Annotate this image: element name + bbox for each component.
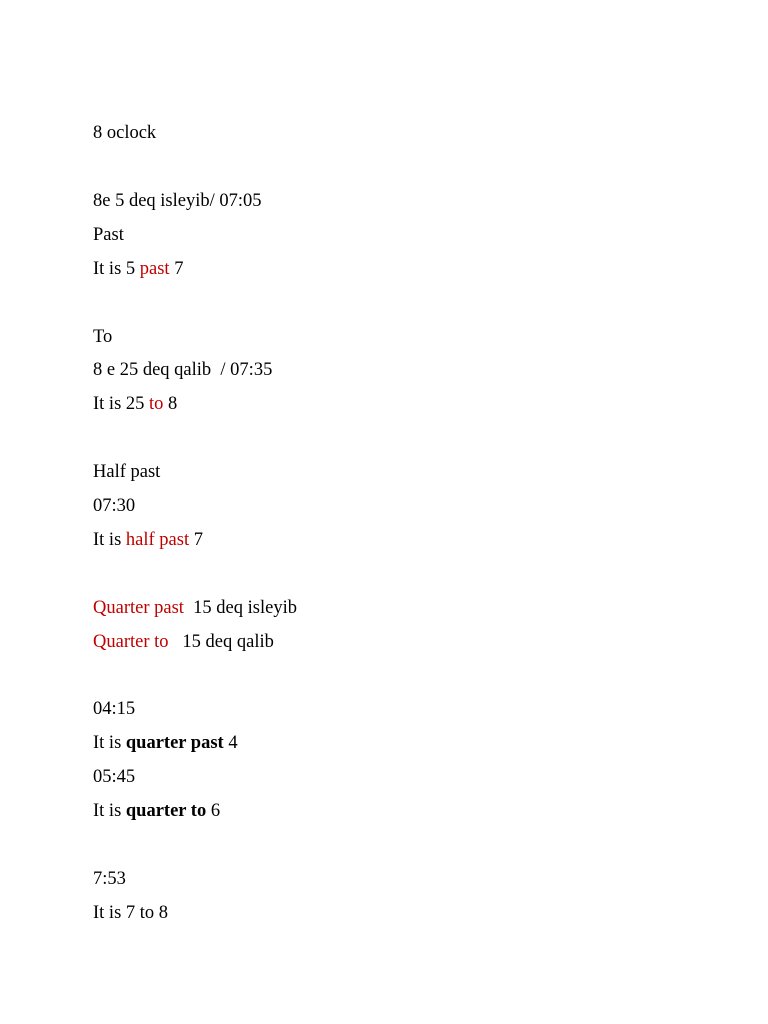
bold-quarter-to: quarter to: [125, 801, 207, 821]
text: It is: [93, 733, 126, 753]
text: 07:30: [93, 496, 136, 516]
text: 04:15: [93, 699, 136, 719]
heading-past: [93, 224, 124, 246]
highlight-past: past: [139, 259, 170, 279]
example-quarter-past: [93, 732, 238, 754]
text: It is 5: [93, 259, 140, 279]
bold-quarter-past: quarter past: [125, 733, 224, 753]
text: 7:53: [93, 869, 126, 889]
line-quarter-past: [93, 597, 297, 619]
highlight-half-past: half past: [125, 530, 190, 550]
text: Past: [93, 225, 124, 245]
text: It is: [93, 530, 126, 550]
example-half-past: [93, 529, 203, 551]
text: 8: [163, 394, 178, 414]
text: It is 25: [93, 394, 150, 414]
example-past: [93, 258, 183, 280]
text: It is: [93, 801, 126, 821]
text: 8 e 25 deq qalib / 07:35: [93, 360, 273, 380]
line-to-azeri: [93, 359, 272, 381]
highlight-quarter-to: Quarter to: [93, 632, 169, 652]
example-quarter-to: [93, 800, 220, 822]
text: 8e 5 deq isleyib/ 07:05: [93, 191, 262, 211]
text: 4: [223, 733, 238, 753]
time-0730: [93, 495, 135, 517]
text: Half past: [93, 462, 161, 482]
highlight-quarter-past: Quarter past: [93, 598, 184, 618]
time-0545: [93, 766, 135, 788]
text: 7: [169, 259, 184, 279]
text: 05:45: [93, 767, 136, 787]
line-past-azeri: [93, 190, 262, 212]
line-oclock: [93, 122, 156, 144]
time-0415: [93, 698, 135, 720]
heading-to: [93, 326, 112, 348]
text: 7: [189, 530, 203, 550]
text: 15 deq qalib: [168, 632, 274, 652]
highlight-to: to: [149, 394, 164, 414]
example-7-to-8: [93, 902, 168, 924]
text: To: [93, 327, 113, 347]
line-quarter-to: [93, 631, 274, 653]
example-to: [93, 393, 177, 415]
text: 15 deq isleyib: [183, 598, 297, 618]
text: It is 7 to 8: [93, 903, 169, 923]
time-753: [93, 868, 126, 890]
heading-half-past: [93, 461, 160, 483]
text: 6: [206, 801, 221, 821]
text: 8 oclock: [93, 123, 157, 143]
